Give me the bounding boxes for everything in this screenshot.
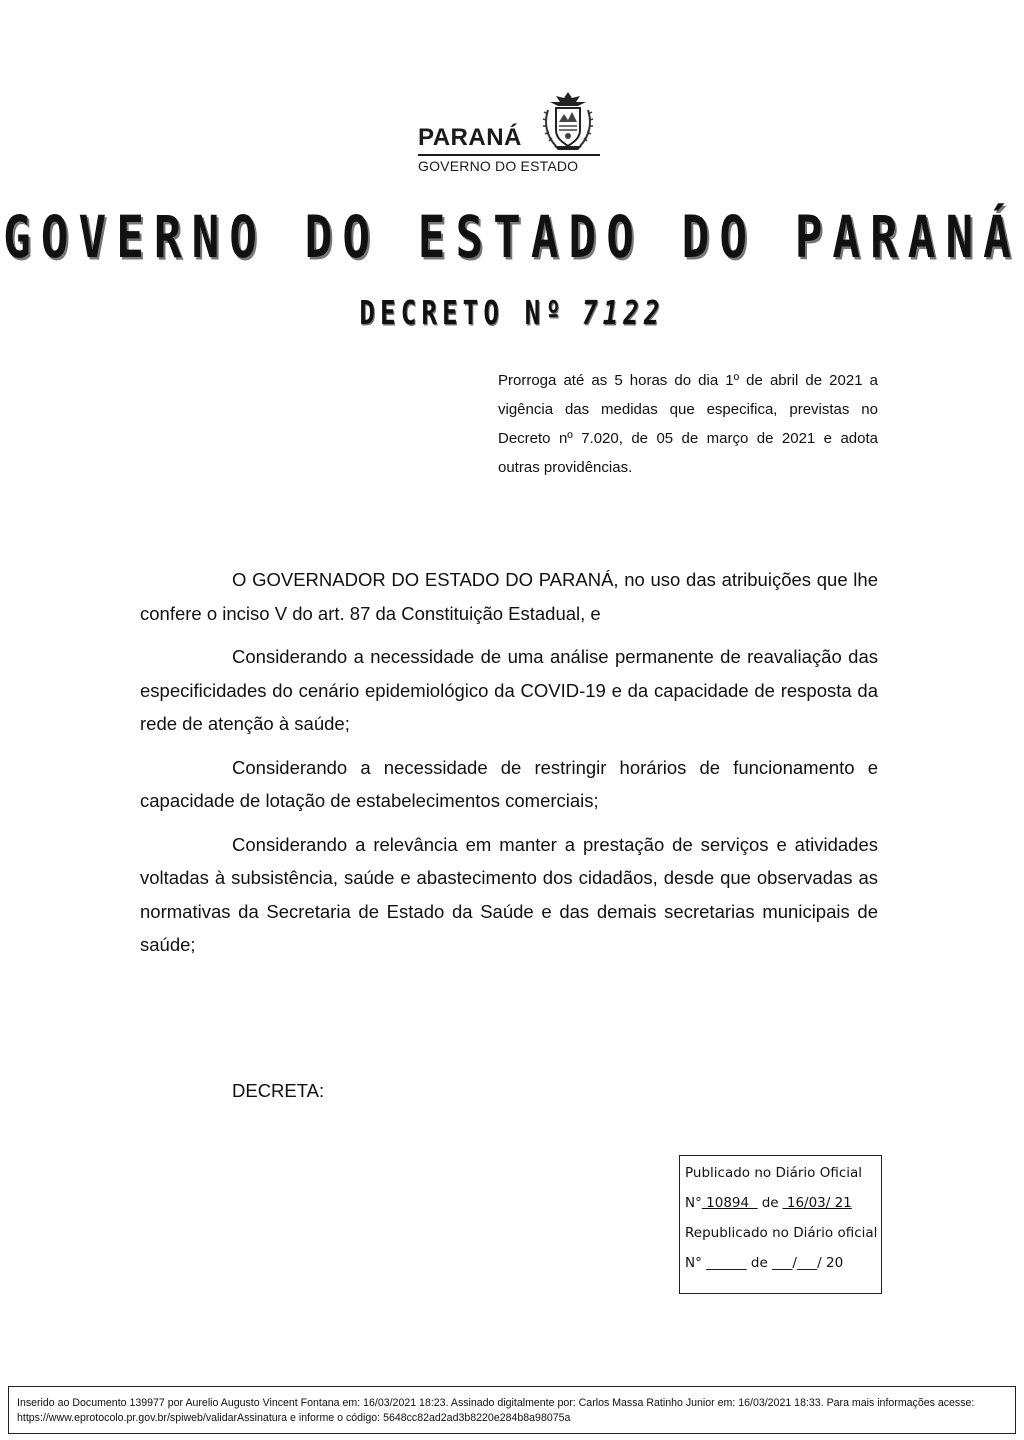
republished-label: Republicado no Diário oficial (685, 1225, 878, 1241)
published-number-line (685, 1192, 881, 1222)
logo-wordmark: PARANÁ (418, 124, 522, 151)
published-label: Publicado no Diário Oficial (685, 1165, 863, 1181)
coat-of-arms-icon (542, 90, 594, 152)
published-date-prefix: de (761, 1195, 779, 1211)
considering-paragraph: Considerando a necessidade de uma análise permanente de reavaliação das especificidades do cenário epidemiológico da COVID-19 e da capacidade de resposta da rede de atenção à saúde; (140, 646, 878, 734)
digital-signature-note: Inserido ao Documento 139977 por Aurelio Augusto Vincent Fontana em: 16/03/2021 18:23. Assinado digitalmente por: Carlos Massa Ratinho Junior em: 16/03/2021 18:33. Para mais informações acesse: https://www.eprotocolo.pr.gov.br/spiweb/validarAssinatura e informe o código: 5648cc82ad2ad3b8220e284b8a98075a (8, 1386, 1016, 1434)
decree-label: DECRETO Nº (359, 295, 566, 333)
publication-stamp (679, 1155, 882, 1294)
published-number: 10894 (701, 1195, 758, 1211)
decree-number: 7122 (581, 295, 665, 333)
considering-paragraph: Considerando a relevância em manter a prestação de serviços e atividades voltadas à subsistência, saúde e abastecimento dos cidadãos, desde que observadas as normativas da Secretaria de Estado da Saúde e das demais secretarias municipais de saúde; (140, 833, 878, 955)
published-date: 16/03/ 21 (782, 1195, 852, 1211)
decreta-heading: DECRETA: (232, 1080, 325, 1101)
republished-line: N° ______ de ___/___/ 20 (685, 1255, 844, 1271)
decree-heading (0, 294, 1024, 334)
logo-subtitle: GOVERNO DO ESTADO (418, 158, 579, 174)
considering-paragraph: Considerando a necessidade de restringir horários de funcionamento e capacidade de lotação de estabelecimentos comerciais; (140, 756, 878, 811)
preamble-paragraph: O GOVERNADOR DO ESTADO DO PARANÁ, no uso das atribuições que lhe confere o inciso V do art. 87 da Constituição Estadual, e (140, 569, 878, 624)
parana-government-logo (418, 90, 608, 176)
published-number-prefix: N° (685, 1195, 702, 1211)
document-title: GOVERNO DO ESTADO DO PARANÁ (3, 203, 1021, 271)
logo-divider (418, 154, 600, 156)
decree-summary: Prorroga até as 5 horas do dia 1º de abril de 2021 a vigência das medidas que especifica, previstas no Decreto nº 7.020, de 05 de março de 2021 e adota outras providências. (498, 372, 878, 476)
decree-body (140, 563, 878, 972)
